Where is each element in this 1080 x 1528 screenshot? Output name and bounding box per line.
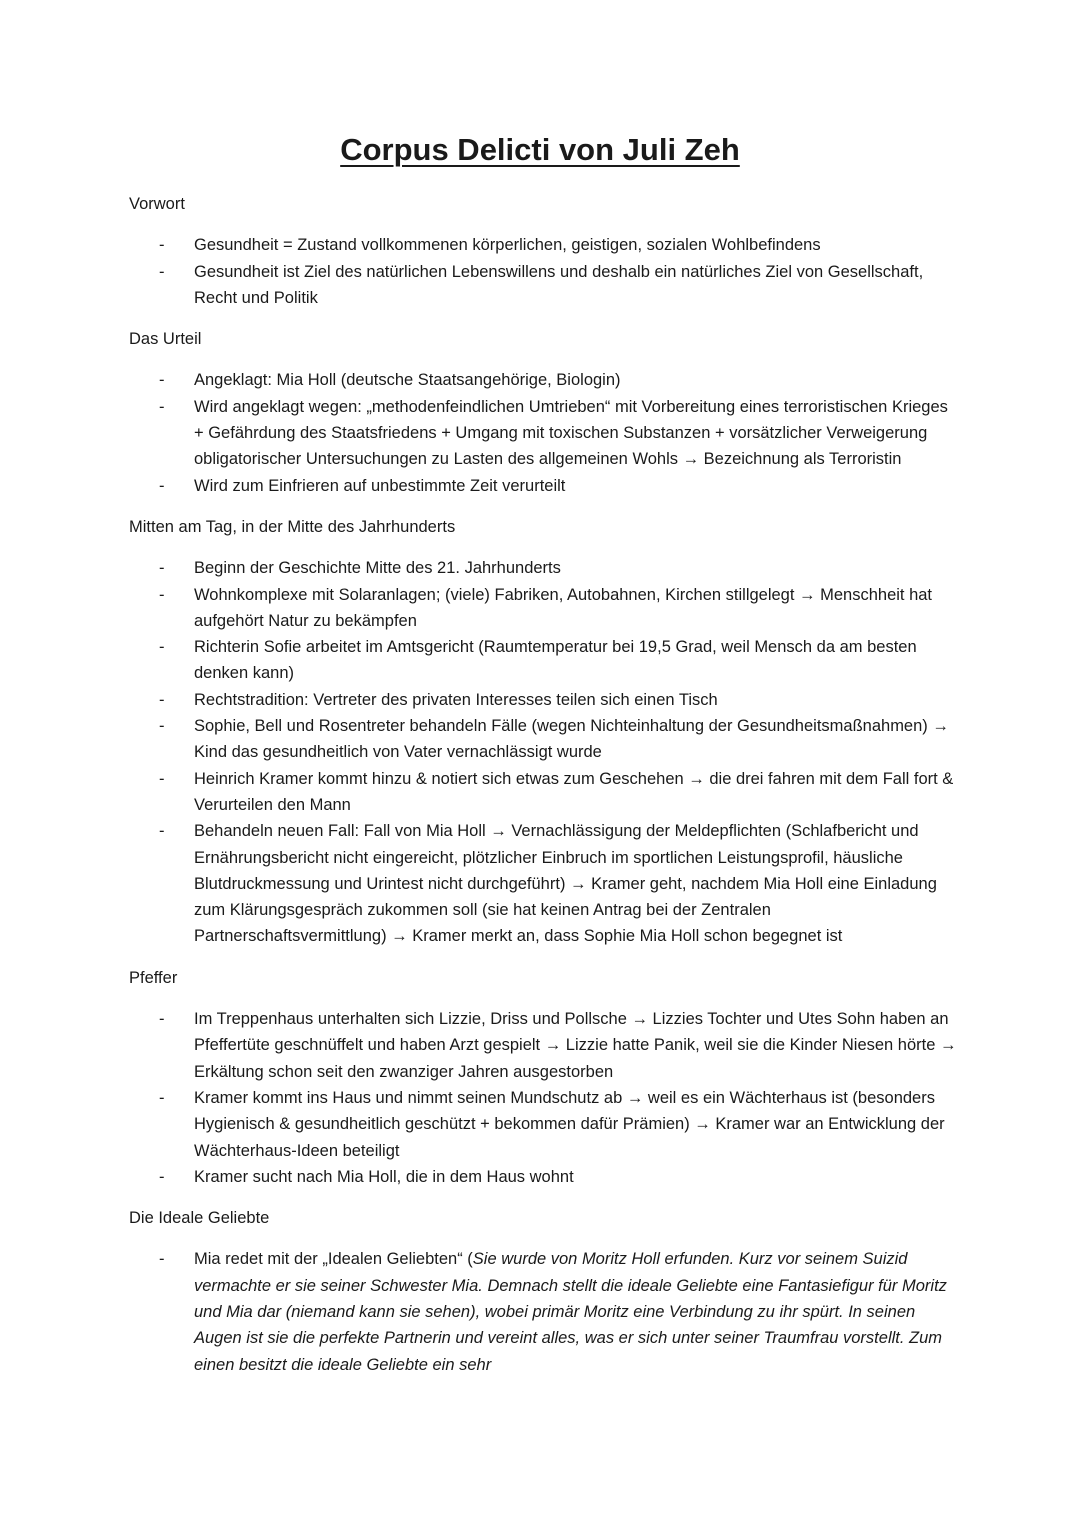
bullet-dash: -	[159, 690, 165, 709]
section-heading-die-ideale-geliebte: Die Ideale Geliebte	[129, 1209, 270, 1228]
bullet-dash: -	[159, 638, 165, 657]
bullet-dash: -	[159, 371, 165, 390]
list-item-plain-text: Mia redet mit der „Idealen Geliebten“ (	[194, 1250, 473, 1269]
bullet-list-pfeffer	[129, 1006, 959, 1190]
bullet-dash: -	[159, 236, 165, 255]
bullet-dash: -	[159, 822, 165, 841]
list-item: - Beginn der Geschichte Mitte des 21. Jahrhunderts	[129, 555, 959, 581]
bullet-dash: -	[159, 262, 165, 281]
list-item: - Kramer kommt ins Haus und nimmt seinen Mundschutz ab → weil es ein Wächterhaus ist (besonders Hygienisch & gesundheitlich geschützt + bekommen dafür Prämien) → Kramer war an Entwicklung der Wächterhaus-Ideen beteiligt	[129, 1085, 959, 1164]
bullet-dash: -	[159, 1010, 165, 1029]
list-item: - Im Treppenhaus unterhalten sich Lizzie, Driss und Pollsche → Lizzies Tochter und Utes Sohn haben an Pfeffertüte geschnüffelt und haben Arzt gespielt → Lizzie hatte Panik, weil sie die Kinder Niesen hörte → Erkältung schon seit den zwanziger Jahren ausgestorben	[129, 1006, 959, 1085]
list-item: - Sophie, Bell und Rosentreter behandeln Fälle (wegen Nichteinhaltung der Gesundheitsmaßnahmen) → Kind das gesundheitlich von Vater vernachlässigt wurde	[129, 713, 959, 766]
bullet-list-die-ideale-geliebte	[129, 1246, 959, 1377]
section-heading-mitten-am-tag: Mitten am Tag, in der Mitte des Jahrhunderts	[129, 517, 456, 536]
section-heading-pfeffer: Pfeffer	[129, 968, 178, 987]
bullet-list-das-urteil	[129, 367, 959, 498]
list-item: - Wird zum Einfrieren auf unbestimmte Zeit verurteilt	[129, 473, 959, 499]
list-item: - Kramer sucht nach Mia Holl, die in dem Haus wohnt	[129, 1164, 959, 1190]
document-title: Corpus Delicti von Juli Zeh	[340, 132, 740, 167]
bullet-dash: -	[159, 1167, 165, 1186]
list-item: - Gesundheit = Zustand vollkommenen körperlichen, geistigen, sozialen Wohlbefindens	[129, 232, 959, 258]
bullet-list-mitten-am-tag	[129, 555, 959, 949]
document-content	[129, 191, 959, 1393]
list-item: - Richterin Sofie arbeitet im Amtsgericht (Raumtemperatur bei 19,5 Grad, weil Mensch da am besten denken kann)	[129, 634, 959, 687]
list-item: - Gesundheit ist Ziel des natürlichen Lebenswillens und deshalb ein natürliches Ziel von Gesellschaft, Recht und Politik	[129, 259, 959, 312]
bullet-list-vorwort	[129, 232, 959, 311]
list-item: - Wird angeklagt wegen: „methodenfeindlichen Umtrieben“ mit Vorbereitung eines terroristischen Krieges + Gefährdung des Staatsfriedens + Umgang mit toxischen Substanzen + vorsätzlicher Verweigerung obligatorischer Untersuchungen zu Lasten des allgemeinen Wohls → Bezeichnung als Terroristin	[129, 394, 959, 473]
list-item: - Behandeln neuen Fall: Fall von Mia Holl → Vernachlässigung der Meldepflichten (Schlafbericht und Ernährungsbericht nicht eingereicht, plötzlicher Einbruch im sportlichen Leistungsprofil, häusliche Blutdruckmessung und Urintest nicht durchgeführt) → Kramer geht, nachdem Mia Holl eine Einladung zum Klärungsgespräch zukommen soll (sie hat keinen Antrag bei der Zentralen Partnerschaftsvermittlung) → Kramer merkt an, dass Sophie Mia Holl schon begegnet ist	[129, 818, 959, 949]
bullet-dash: -	[159, 559, 165, 578]
bullet-dash: -	[159, 585, 165, 604]
list-item: - Angeklagt: Mia Holl (deutsche Staatsangehörige, Biologin)	[129, 367, 959, 393]
bullet-dash: -	[159, 717, 165, 736]
list-item: - Wohnkomplexe mit Solaranlagen; (viele) Fabriken, Autobahnen, Kirchen stillgelegt → Menschheit hat aufgehört Natur zu bekämpfen	[129, 582, 959, 635]
list-item	[129, 1246, 959, 1377]
list-item: - Heinrich Kramer kommt hinzu & notiert sich etwas zum Geschehen → die drei fahren mit dem Fall fort & Verurteilen den Mann	[129, 766, 959, 819]
bullet-dash: -	[159, 476, 165, 495]
list-item: - Rechtstradition: Vertreter des privaten Interesses teilen sich einen Tisch	[129, 687, 959, 713]
list-item-italic-text: Sie wurde von Moritz Holl erfunden. Kurz vor seinem Suizid vermachte er sie seiner Schwester Mia. Demnach stellt die ideale Geliebte eine Fantasiefigur für Moritz und Mia dar (niemand kann sie sehen), wobei primär Moritz eine Verbindung zu ihr spürt. In seinen Augen ist sie die perfekte Partnerin und vereint alles, was er sich unter seiner Traumfrau vorstellt. Zum einen besitzt die ideale Geliebte ein sehr	[194, 1250, 947, 1374]
section-heading-vorwort: Vorwort	[129, 195, 185, 213]
section-heading-das-urteil: Das Urteil	[129, 330, 202, 349]
bullet-dash: -	[159, 397, 165, 416]
bullet-dash: -	[159, 769, 165, 788]
bullet-dash: -	[159, 1088, 165, 1107]
bullet-dash: -	[159, 1250, 165, 1269]
